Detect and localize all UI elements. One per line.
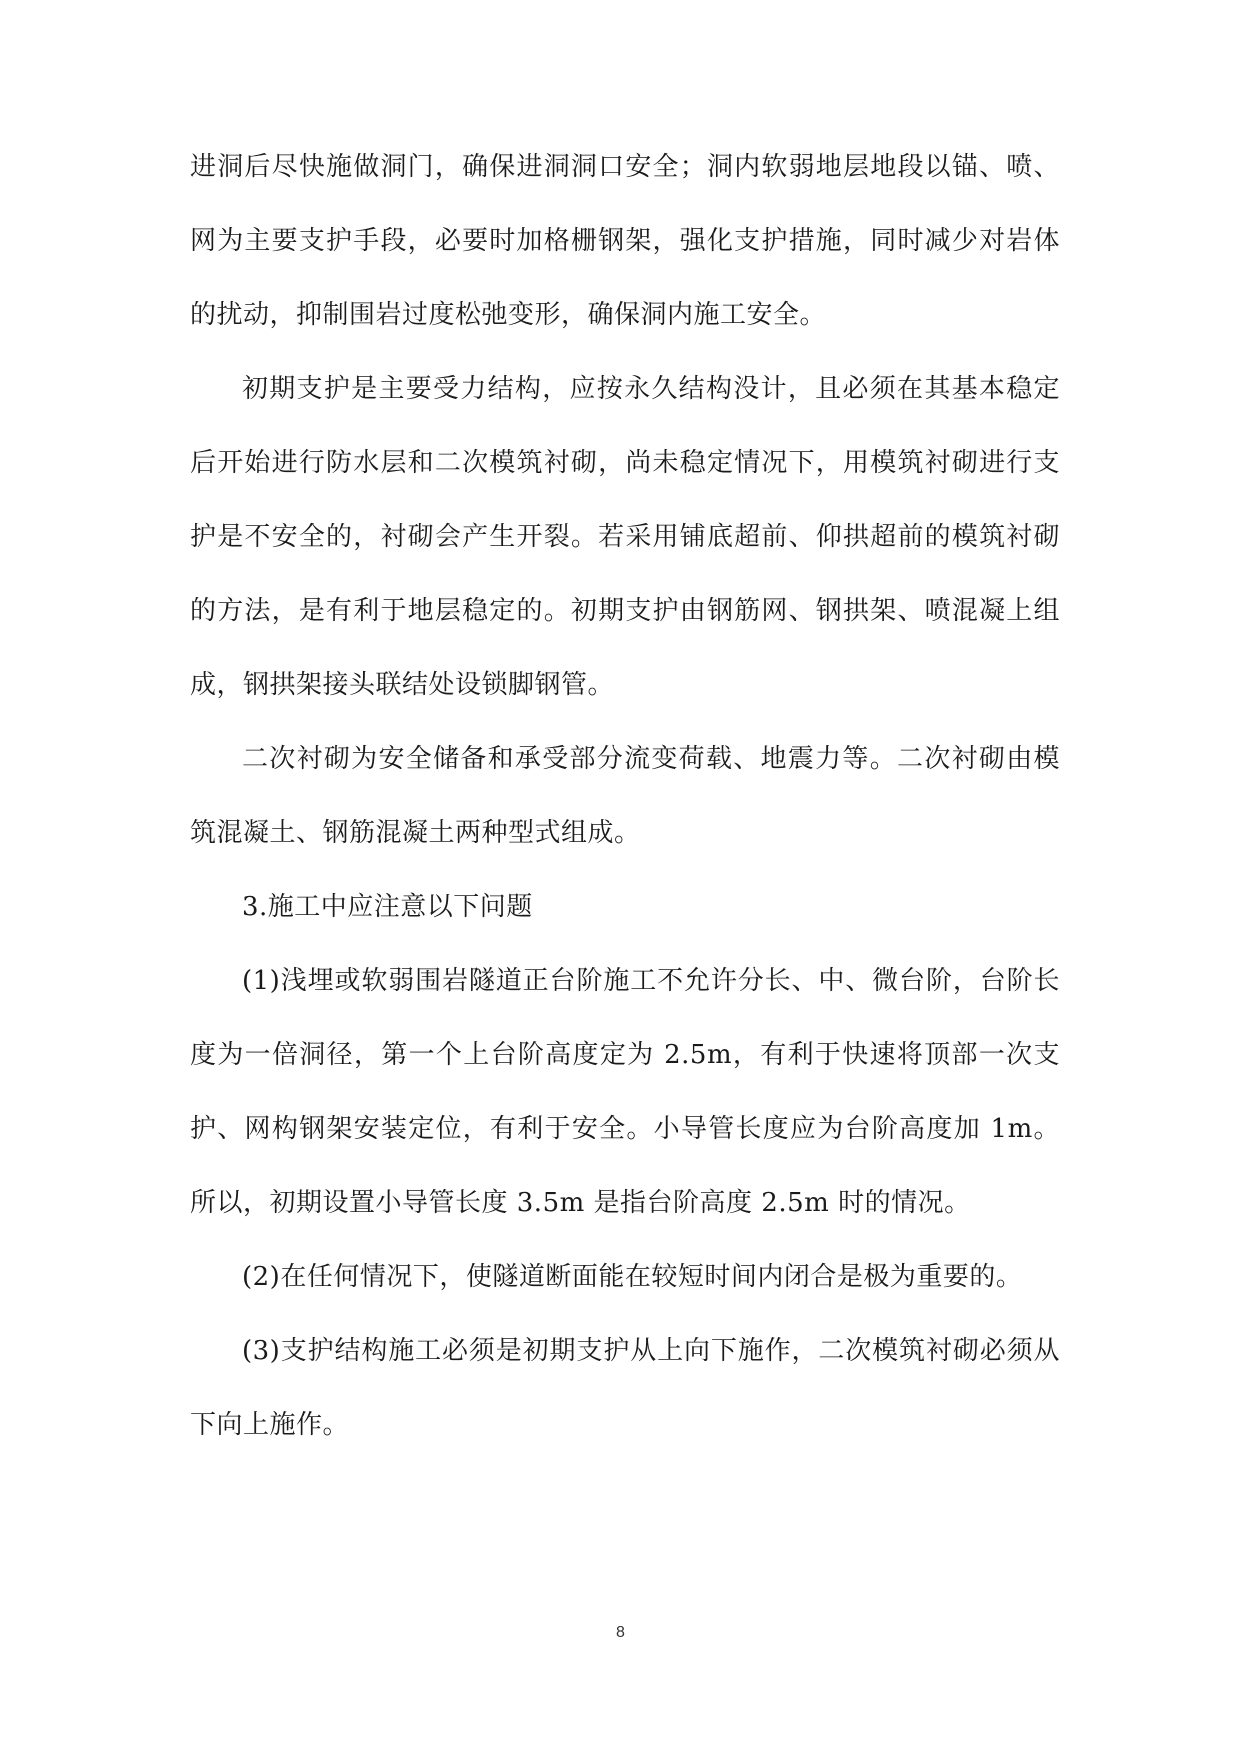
list-item-2: (2)在任何情况下，使隧道断面能在较短时间内闭合是极为重要的。 <box>242 1262 1023 1292</box>
body-text <box>190 130 1060 1462</box>
paragraph-initial-support: 初期支护是主要受力结构，应按永久结构没计，且必须在其基本稳定后开始进行防水层和二次模筑衬砌，尚未稳定情况下，用模筑衬砌进行支护是不安全的，衬砌会产生开裂。若采用铺底超前、仰拱超前的模筑衬砌的方法，是有利于地层稳定的。初期支护由钢筋网、钢拱架、喷混凝上组成，钢拱架接头联结处设锁脚钢管。 <box>190 374 1060 700</box>
section-heading-3: 3.施工中应注意以下问题 <box>242 892 533 922</box>
paragraph-continuation: 进洞后尽快施做洞门，确保进洞洞口安全；洞内软弱地层地段以锚、喷、网为主要支护手段，必要时加格栅钢架，强化支护措施，同时减少对岩体的扰动，抑制围岩过度松弛变形，确保洞内施工安全。 <box>190 152 1060 330</box>
list-item-3: (3)支护结构施工必须是初期支护从上向下施作，二次模筑衬砌必须从下向上施作。 <box>190 1336 1060 1440</box>
list-item-1: (1)浅埋或软弱围岩隧道正台阶施工不允许分长、中、微台阶，台阶长度为一倍洞径，第一个上台阶高度定为 2.5m，有利于快速将顶部一次支护、网构钢架安装定位，有利于安全。小导管长度应为台阶高度加 1m。所以，初期设置小导管长度 3.5m 是指台阶高度 2.5m 时的情况。 <box>190 966 1060 1218</box>
page-number: 8 <box>616 1624 625 1641</box>
paragraph-secondary-lining: 二次衬砌为安全储备和承受部分流变荷载、地震力等。二次衬砌由模筑混凝土、钢筋混凝土两种型式组成。 <box>190 744 1060 848</box>
